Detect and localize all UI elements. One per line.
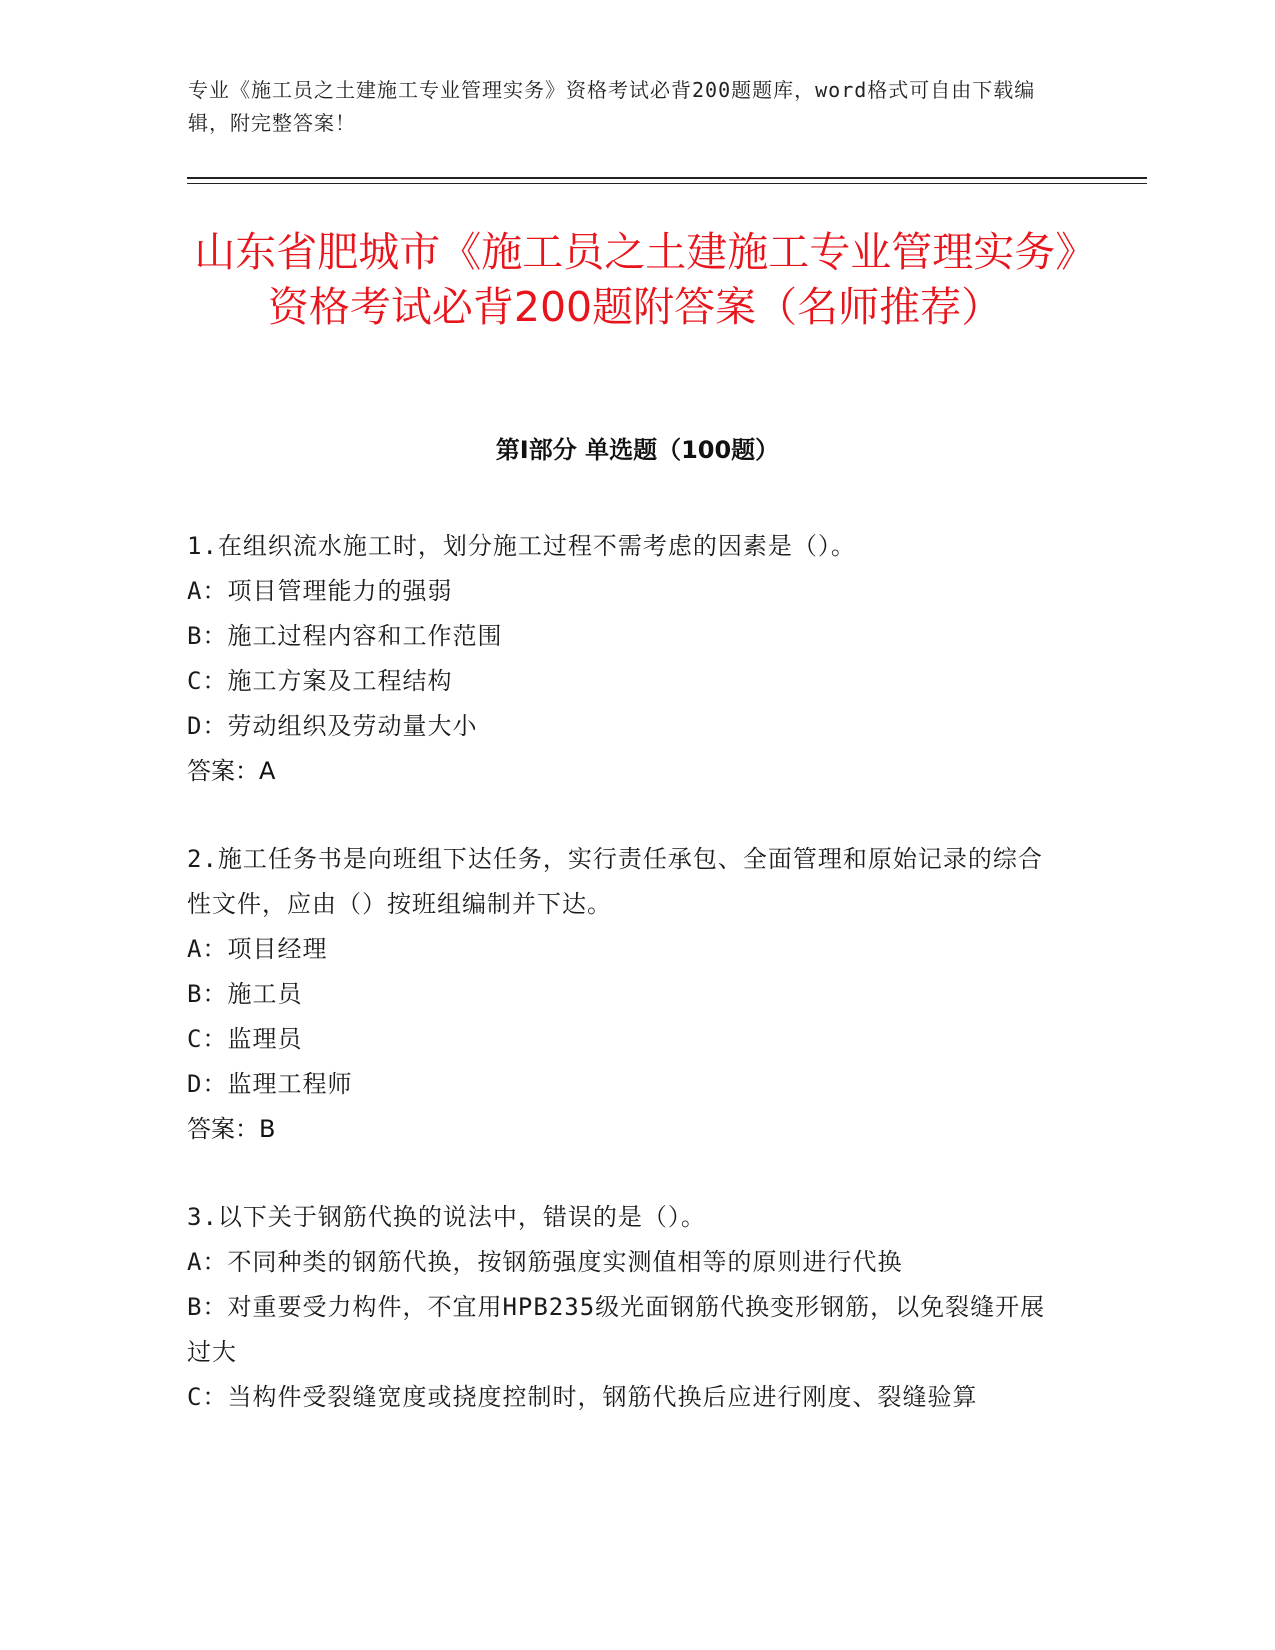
option-c: C：监理员 — [187, 1025, 303, 1053]
document-title: 山东省肥城市《施工员之土建施工专业管理实务》资格考试必背200题附答案（名师推荐） — [194, 228, 1076, 331]
question-stem: 3.以下关于钢筋代换的说法中，错误的是（）。 — [187, 1203, 706, 1231]
question-1 — [187, 524, 1067, 794]
option-d: D：监理工程师 — [187, 1070, 353, 1098]
option-d: D：劳动组织及劳动量大小 — [187, 712, 478, 740]
header-divider-thick — [187, 177, 1147, 179]
header-note: 专业《施工员之土建施工专业管理实务》资格考试必背200题题库，word格式可自由下载编辑，附完整答案！ — [188, 78, 1036, 135]
question-3 — [187, 1195, 1067, 1420]
question-list — [187, 524, 1067, 1463]
question-stem: 1.在组织流水施工时，划分施工过程不需考虑的因素是（）。 — [187, 532, 856, 560]
question-stem: 2.施工任务书是向班组下达任务，实行责任承包、全面管理和原始记录的综合性文件，应由（）按班组编制并下达。 — [187, 845, 1043, 918]
answer: 答案：B — [187, 1115, 276, 1143]
option-a: A：项目管理能力的强弱 — [187, 577, 453, 605]
option-a: A：项目经理 — [187, 935, 328, 963]
option-b: B：施工过程内容和工作范围 — [187, 622, 503, 650]
section-title: 第Ⅰ部分 单选题（100题） — [495, 436, 780, 464]
option-c: C：施工方案及工程结构 — [187, 667, 453, 695]
question-2 — [187, 837, 1067, 1152]
option-b: B：对重要受力构件，不宜用HPB235级光面钢筋代换变形钢筋，以免裂缝开展过大 — [187, 1293, 1046, 1366]
answer: 答案：A — [187, 757, 276, 785]
header-divider-thin — [187, 183, 1147, 184]
option-c: C：当构件受裂缝宽度或挠度控制时，钢筋代换后应进行刚度、裂缝验算 — [187, 1383, 978, 1411]
option-a: A：不同种类的钢筋代换，按钢筋强度实测值相等的原则进行代换 — [187, 1248, 903, 1276]
option-b: B：施工员 — [187, 980, 303, 1008]
